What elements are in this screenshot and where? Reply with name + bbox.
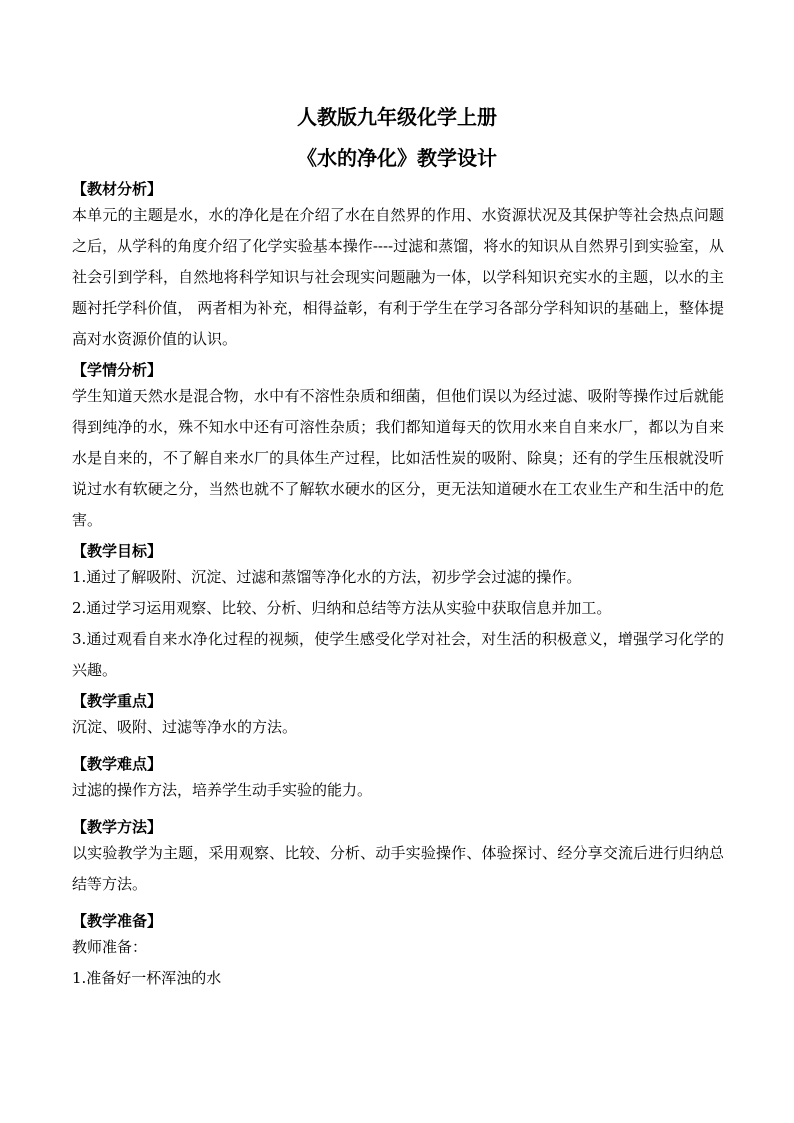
section-heading: 【学情分析】 [72, 361, 163, 379]
list-item: 3.通过观看自来水净化过程的视频，使学生感受化学对社会，对生活的积极意义，增强学习化学的兴趣。 [72, 630, 724, 679]
section-heading: 【教学方法】 [72, 818, 163, 836]
section-paragraph: 学生知道天然水是混合物，水中有不溶性杂质和细菌，但他们误以为经过滤、吸附等操作过后就能得到纯净的水，殊不知水中还有可溶性杂质；我们都知道每天的饮用水来自自来水厂，都以为自来水是自来的，不了解自来水厂的具体生产过程，比如活性炭的吸附、除臭；还有的学生压根就没听说过水有软硬之分，当然也就不了解软水硬水的区分，更无法知道硬水在工农业生产和生活中的危害。 [72, 387, 724, 529]
section-textbook-analysis [72, 178, 724, 355]
section-preparation [72, 910, 724, 994]
section-paragraph: 以实验教学为主题，采用观察、比较、分析、动手实验操作、体验探讨、经分享交流后进行归纳总结等方法。 [72, 844, 724, 893]
section-heading: 【教学重点】 [72, 692, 163, 710]
section-student-analysis [72, 359, 724, 536]
section-paragraph: 沉淀、吸附、过滤等净水的方法。 [72, 718, 298, 736]
section-paragraph: 本单元的主题是水，水的净化是在介绍了水在自然界的作用、水资源状况及其保护等社会热点问题之后，从学科的角度介绍了化学实验基本操作----过滤和蒸馏，将水的知识从自然界引到实验室，从社会引到学科，自然地将科学知识与社会现实问题融为一体，以学科知识充实水的主题，以水的主题衬托学科价值， 两者相为补充，相得益彰，有利于学生在学习各部分学科知识的基础上，整体提高对水资源价值的认识。 [72, 206, 724, 348]
section-key-points [72, 690, 724, 743]
list-item: 2.通过学习运用观察、比较、分析、归纳和总结等方法从实验中获取信息并加工。 [72, 599, 612, 617]
section-heading: 【教材分析】 [72, 180, 163, 198]
list-item: 1.通过了解吸附、沉淀、过滤和蒸馏等净化水的方法，初步学会过滤的操作。 [72, 568, 582, 586]
document-title-line1: 人教版九年级化学上册 [297, 105, 497, 129]
section-paragraph: 教师准备： [72, 938, 148, 956]
section-teaching-goals [72, 540, 724, 686]
document-body [72, 178, 724, 994]
section-heading: 【教学准备】 [72, 912, 163, 930]
section-heading: 【教学难点】 [72, 755, 163, 773]
section-teaching-methods [72, 816, 724, 900]
list-item: 1.准备好一杯浑浊的水 [72, 969, 222, 987]
section-heading: 【教学目标】 [72, 542, 163, 560]
section-difficulties [72, 753, 724, 806]
section-paragraph: 过滤的操作方法，培养学生动手实验的能力。 [72, 781, 373, 799]
document-title-line2: 《水的净化》教学设计 [297, 146, 497, 170]
